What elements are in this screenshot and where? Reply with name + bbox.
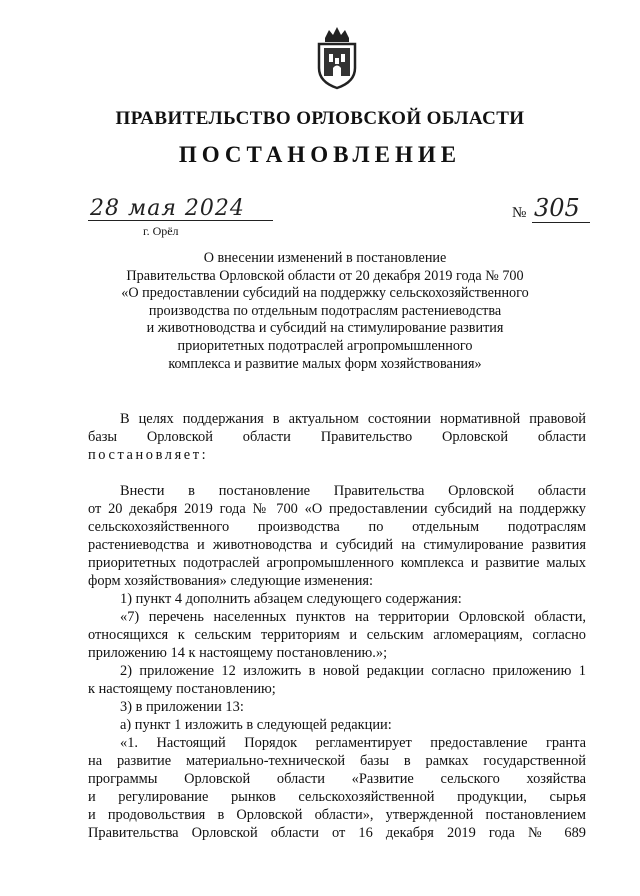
preamble-line: базы Орловской области Правительство Орловской области [88,429,586,445]
preamble-line: В целях поддержания в актуальном состоянии нормативной правовой [120,411,586,427]
city-label: г. Орёл [143,224,179,238]
quote-line: и продовольствия в Орловской области», утвержденной постановлением [88,807,586,823]
item-2: 2) приложение 12 изложить в новой редакции согласно приложению 1 [120,663,586,679]
quote-line: Правительства Орловской области от 16 декабря 2019 года № 689 [88,825,586,841]
title-line: производства по отдельным подотраслям растениеводства [148,302,502,319]
title-line: и животноводства и субсидий на стимулирование развития [146,320,504,337]
title-line: приоритетных подотраслей агропромышленного [177,337,473,354]
title-line: Правительства Орловской области от 20 декабря 2019 года № 700 [126,267,524,284]
handwritten-date: 28 мая 2024 [90,196,245,221]
item-1-text: приложению 14 к настоящему постановлению.»; [88,645,388,661]
quote-line: «1. Настоящий Порядок регламентирует предоставление гранта [120,735,586,751]
main-line: приоритетных подотраслей агропромышленного комплекса и развитие малых [88,555,586,571]
item-1-text: относящихся к сельским территориям и сельским агломерациям, согласно [88,627,586,643]
item-1: 1) пункт 4 дополнить абзацем следующего содержания: [120,591,462,607]
document-type: ПОСТАНОВЛЕНИЕ [178,142,462,167]
coat-of-arms-icon [311,24,363,90]
number-underline [532,222,590,223]
title-line: О внесении изменений в постановление [203,250,447,266]
title-line: комплекса и развитие малых форм хозяйствования» [168,355,482,372]
main-line: Внести в постановление Правительства Орловской области [120,483,586,499]
item-3a: а) пункт 1 изложить в следующей редакции: [120,717,392,733]
main-line: растениеводства и животноводства и субсидий на стимулирование развития [88,537,586,553]
main-line: от 20 декабря 2019 года № 700 «О предоставлении субсидий на поддержку [88,501,586,517]
quote-line: программы Орловской области «Развитие сельского хозяйства [88,771,586,787]
quote-line: на развитие материально-технической базы в рамках государственной [88,753,586,769]
item-2: к настоящему постановлению; [88,681,276,697]
date-underline [88,220,273,221]
main-line: форм хозяйствования» следующие изменения: [88,573,374,589]
title-line: «О предоставлении субсидий на поддержку сельскохозяйственного [121,285,529,302]
item-1-text: «7) перечень населенных пунктов на территории Орловской области, [120,609,586,625]
document-body [88,410,586,842]
item-3: 3) в приложении 13: [120,699,244,715]
handwritten-number: 305 [534,194,580,222]
document-title [90,250,560,373]
government-name: ПРАВИТЕЛЬСТВО ОРЛОВСКОЙ ОБЛАСТИ [115,108,525,129]
resolves-word: постановляет: [88,447,209,463]
number-label: № [512,205,527,221]
quote-line: и регулирование рынков сельскохозяйственной продукции, сырья [88,789,586,805]
main-line: сельскохозяйственного производства по отдельным подотраслям [88,519,586,535]
